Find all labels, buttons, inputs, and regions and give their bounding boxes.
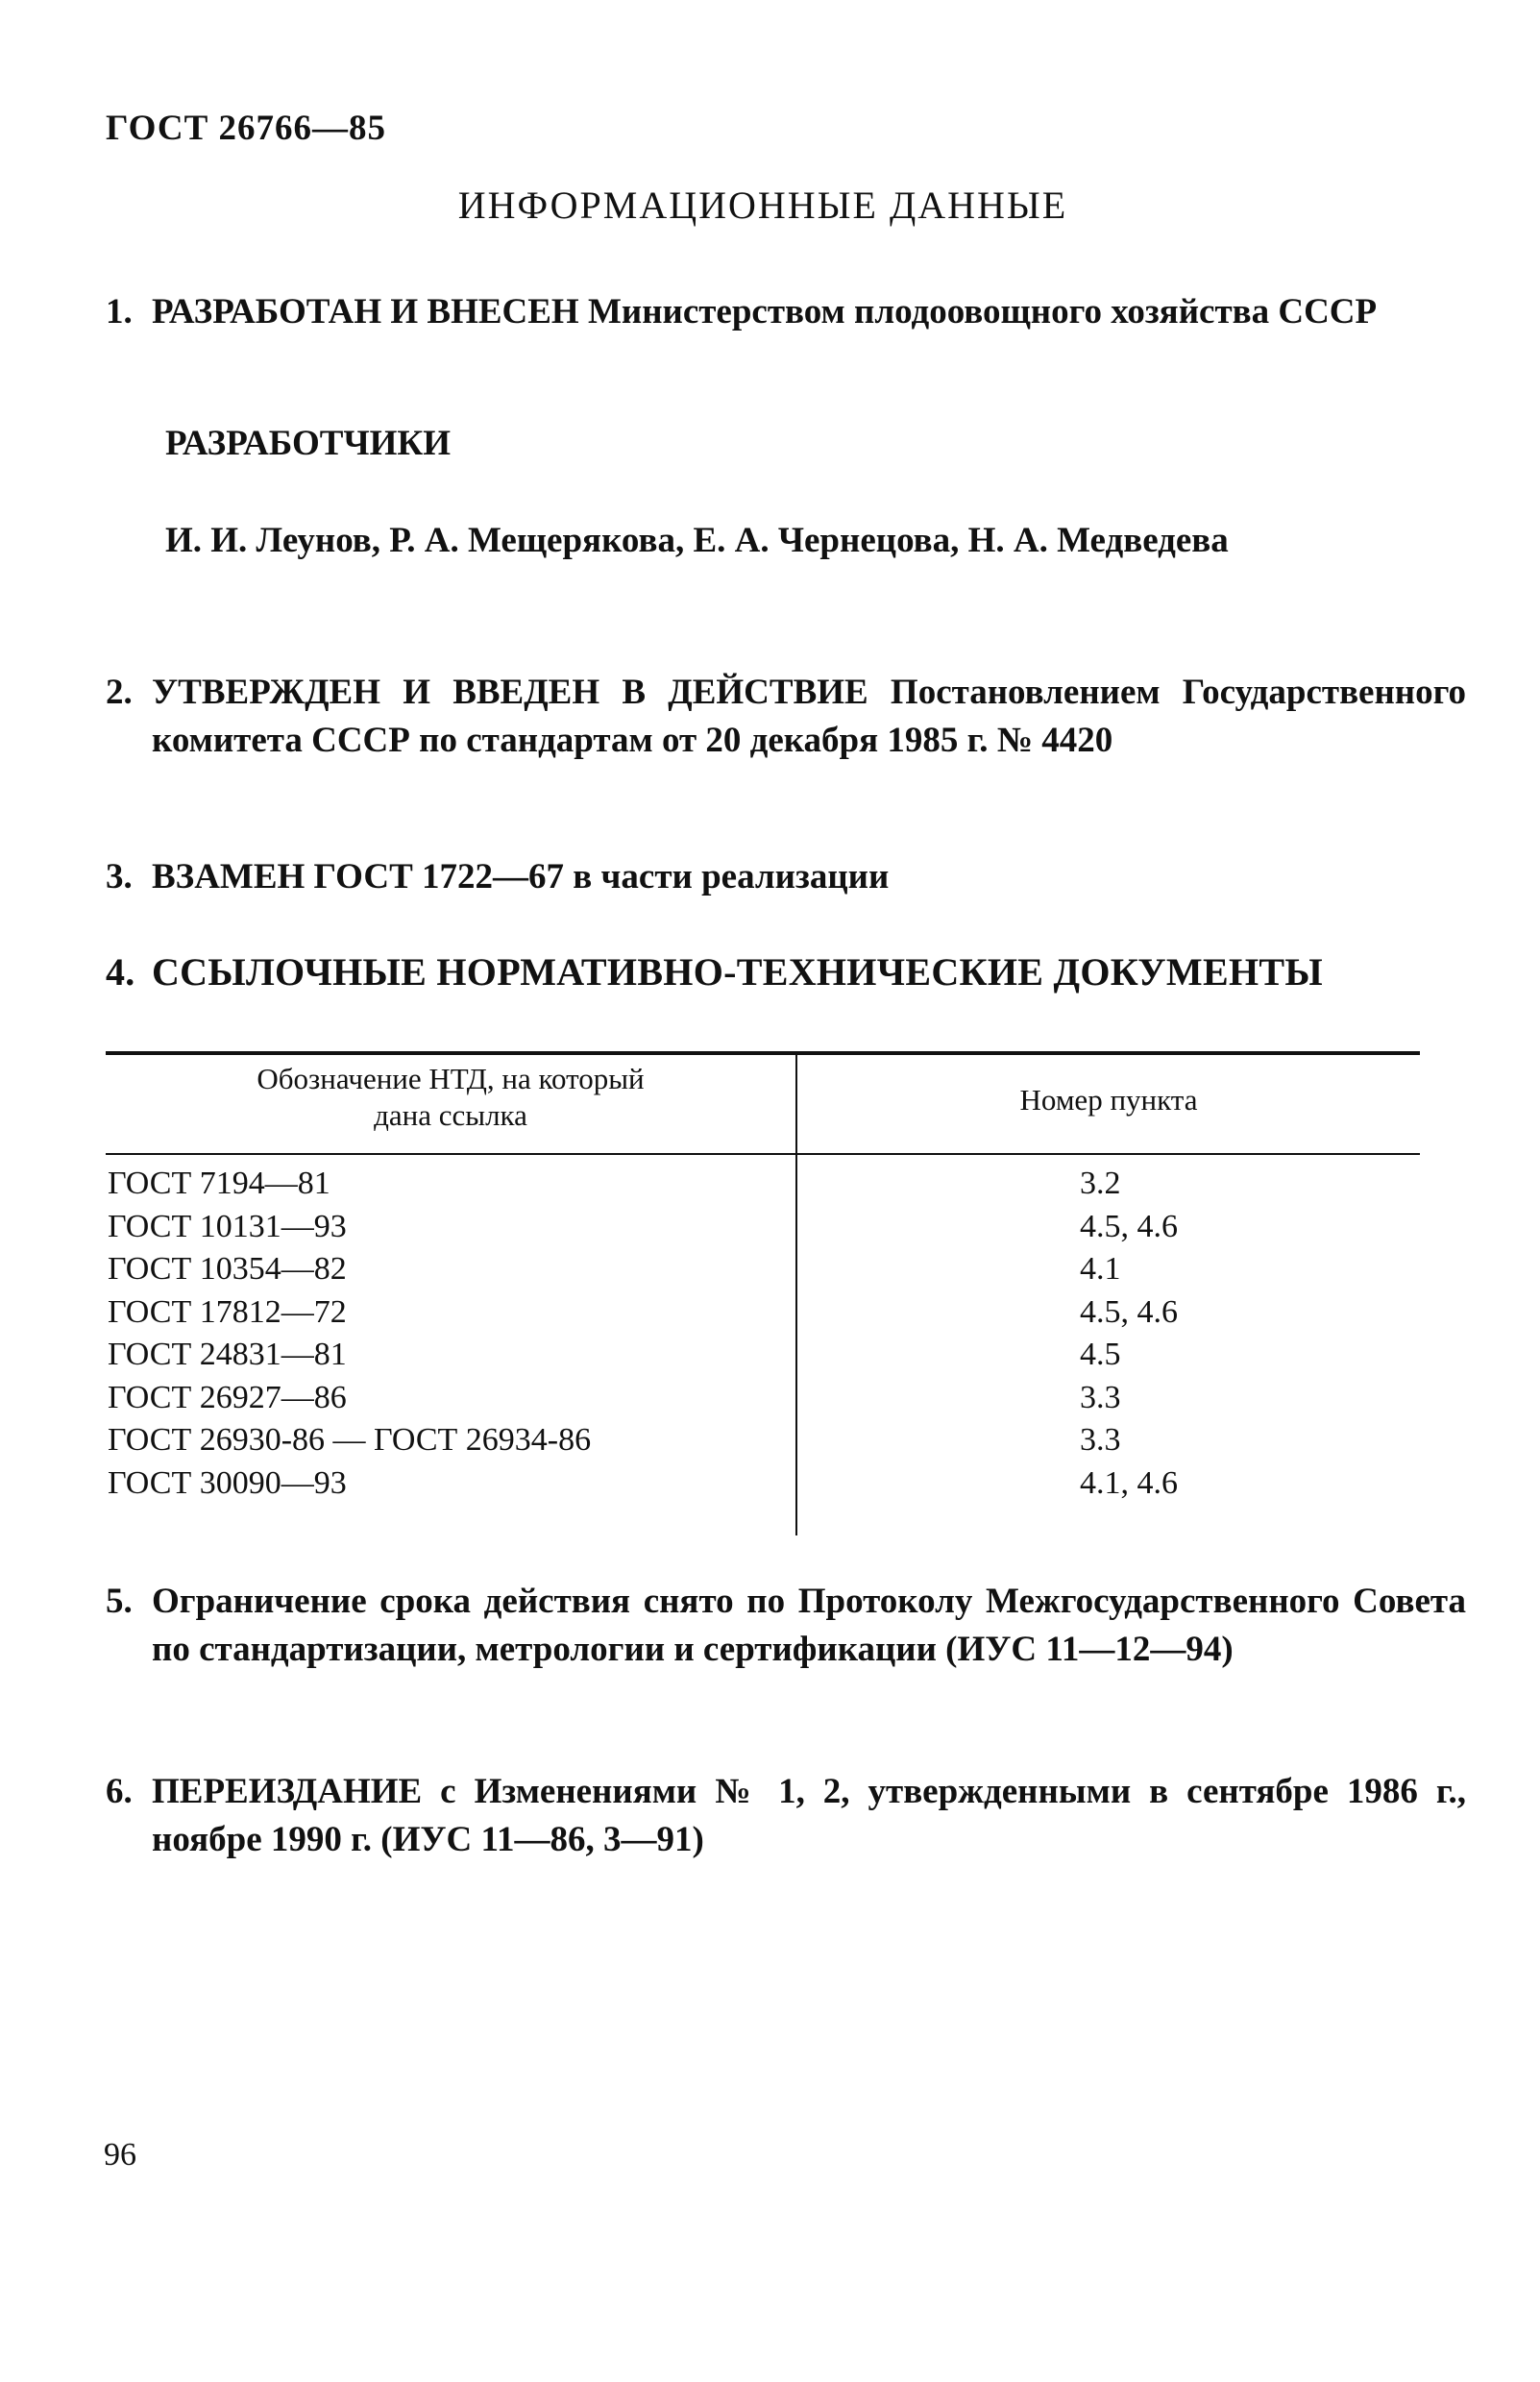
cell-item-number: 4.1, 4.6	[1080, 1464, 1178, 1501]
cell-document: ГОСТ 10131—93	[108, 1208, 347, 1244]
item-3-replaces	[106, 853, 1466, 901]
item-text: РАЗРАБОТАН И ВНЕСЕН Министерством плодоовощного хозяйства СССР	[152, 292, 1378, 332]
table-row	[106, 1377, 1420, 1420]
item-number: 6.	[106, 1772, 133, 1811]
item-6-reissue	[106, 1768, 1466, 1864]
developers-heading: РАЗРАБОТЧИКИ	[165, 424, 451, 463]
item-2-approved	[106, 669, 1466, 765]
item-4-reference-docs	[106, 949, 1420, 995]
cell-item-number: 3.3	[1080, 1379, 1121, 1415]
cell-document: ГОСТ 24831—81	[108, 1337, 347, 1372]
cell-document: ГОСТ 17812—72	[108, 1293, 347, 1330]
table-row	[106, 1163, 1420, 1206]
item-number: 4.	[106, 950, 135, 994]
table-row	[106, 1206, 1420, 1249]
cell-document: ГОСТ 7194—81	[108, 1166, 330, 1201]
cell-document: ГОСТ 30090—93	[108, 1464, 347, 1501]
cell-document: ГОСТ 26927—86	[108, 1379, 347, 1415]
cell-item-number: 4.5	[1080, 1337, 1121, 1372]
page-number: 96	[104, 2137, 136, 2173]
table-row	[106, 1248, 1420, 1291]
item-text: ССЫЛОЧНЫЕ НОРМАТИВНО-ТЕХНИЧЕСКИЕ ДОКУМЕНТЫ	[152, 950, 1323, 994]
cell-item-number: 4.5, 4.6	[1080, 1293, 1178, 1330]
cell-item-number: 3.3	[1080, 1422, 1121, 1458]
item-number: 5.	[106, 1582, 133, 1621]
cell-item-number: 4.1	[1080, 1251, 1121, 1287]
item-number: 2.	[106, 673, 133, 712]
table-header-rule	[106, 1153, 1420, 1155]
section-title: ИНФОРМАЦИОННЫЕ ДАННЫЕ	[457, 184, 1068, 227]
table-top-rule	[106, 1051, 1420, 1055]
item-number: 3.	[106, 857, 133, 896]
table-row	[106, 1462, 1420, 1506]
cell-item-number: 3.2	[1080, 1166, 1121, 1201]
item-text: УТВЕРЖДЕН И ВВЕДЕН В ДЕЙСТВИЕ Постановлением Государственного комитета СССР по стандартам от 20 декабря 1985 г. № 4420	[152, 673, 1466, 760]
table-row	[106, 1419, 1420, 1462]
table-header-item-number: Номер пункта	[1019, 1083, 1198, 1117]
item-text: ПЕРЕИЗДАНИЕ с Изменениями № 1, 2, утвержденными в сентябре 1986 г., ноябре 1990 г. (ИУС 11—86, 3—91)	[152, 1772, 1466, 1859]
header-line: дана ссылка	[374, 1098, 527, 1132]
item-5-validity	[106, 1578, 1466, 1674]
cell-item-number: 4.5, 4.6	[1080, 1208, 1178, 1244]
document-code: ГОСТ 26766—85	[106, 109, 386, 148]
developers-names: И. И. Леунов, Р. А. Мещерякова, Е. А. Чернецова, Н. А. Медведева	[165, 521, 1229, 560]
item-text: Ограничение срока действия снято по Протоколу Межгосударственного Совета по стандартизации, метрологии и сертификации (ИУС 11—12—94)	[152, 1582, 1466, 1669]
item-1-developed-by	[106, 288, 1466, 336]
reference-table	[106, 1051, 1420, 1535]
cell-document: ГОСТ 10354—82	[108, 1251, 347, 1287]
cell-document: ГОСТ 26930-86 — ГОСТ 26934-86	[108, 1422, 592, 1458]
table-body	[106, 1163, 1420, 1505]
item-number: 1.	[106, 292, 133, 332]
header-line: Обозначение НТД, на который	[257, 1062, 645, 1095]
table-row	[106, 1334, 1420, 1377]
table-row	[106, 1291, 1420, 1335]
item-text: ВЗАМЕН ГОСТ 1722—67 в части реализации	[152, 857, 890, 896]
table-header-document	[106, 1061, 795, 1134]
